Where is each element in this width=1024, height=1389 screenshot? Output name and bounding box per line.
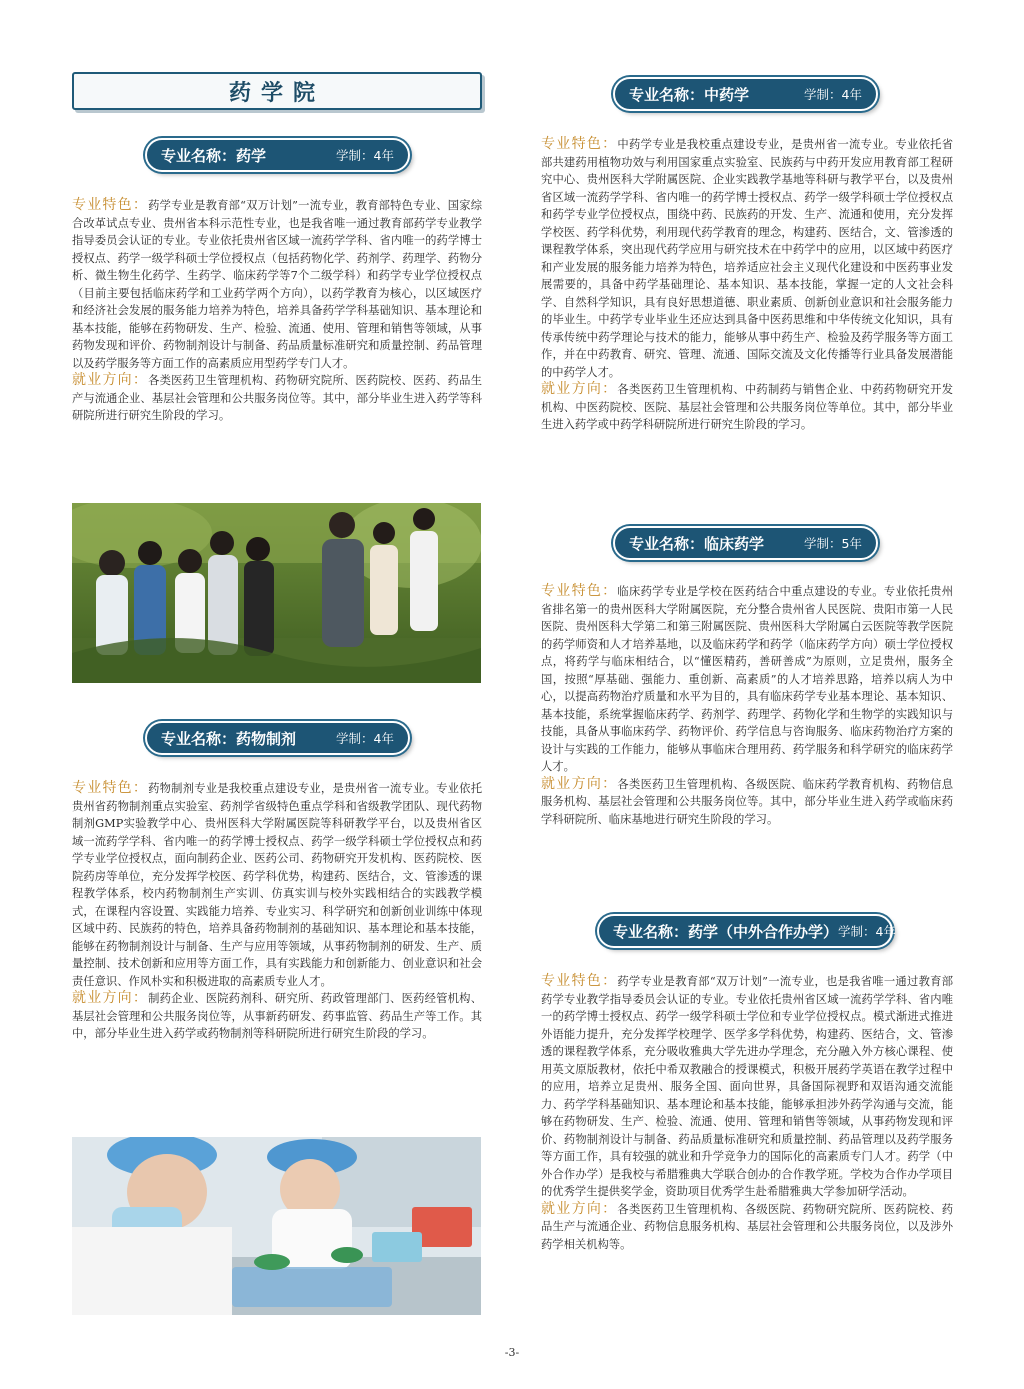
program-name: 专业名称：中药学	[629, 85, 750, 104]
career-label: 就业方向：	[541, 1200, 618, 1217]
feature-text: 中药学专业是我校重点建设专业，是贵州省一流专业。专业依托省部共建药用植物功效与利用国家重点实验室、民族药与中药开发应用教育部工程研究中心、贵州医科大学附属医院、企业实践教学基地等科研与教学平台，以及贵州省区域一流药学学科、省内唯一的药学博士授权点、药学一级学科硕士学位授权点和药学专业学位授权点，围绕中药、民族药的开发、生产、流通和使用，充分发挥学校医、药学科优势，利用现代药学教育的理念，构建药、医结合，文、管渗透的课程教学体系，突出现代药学应用与研究技术在中药学中的应用，以区域中药医疗和产业发展的服务能力培养为特色，培养适应社会主义现代化建设和中医药事业发展需要的，具备中药学基础理论、基本知识、基本技能，掌握一定的人文社会科学、自然科学知识，具有良好思想道德、职业素质、创新创业意识和社会服务能力的毕业生。中药学专业毕业生还应达到具备中医药思维和中华传统文化知识，具有传承传统中药学理论与技术的能力，能够从事中药生产、检验及药学服务等方面工作，并在中药教育、研究、管理、流通、国际交流及文化传播等行业具备发展潜能的中药学人才。	[541, 138, 953, 379]
feature-text: 药学专业是教育部“双万计划”一流专业，也是我省唯一通过教育部药学专业教学指导委员会认证的专业。专业依托贵州省区域一流药学学科、省内唯一的药学博士授权点、药学一级学科硕士学位和专业学位授权点。模式渐进式推进外语能力提升，充分发挥学校理学、医学多学科优势，构建药、医结合，文、管渗透的课程教学体系，充分吸收雅典大学先进办学理念，充分融入外方核心课程、使用英文原版教材，依托中希双教融合的授课模式，积极开展药学英语在教学过程中的应用，培养立足贵州、服务全国、面向世界，具备国际视野和双语沟通交流能力、药学学科基础知识、基本理论和基本技能，能够承担涉外药学沟通与交流，能够在药物研发、生产、检验、流通、使用、管理和销售等领域，从事药物发现和评价、药物制剂设计与制备、药品质量标准研究和质量控制、药品管理以及药学服务等方面工作，具有较强的就业和升学竞争力的国际化的高素质专门人才。药学（中外合作办学）是我校与希腊雅典大学联合创办的合作教学班。学校为合作办学项目的优秀学生提供奖学金，资助项目优秀学生赴希腊雅典大学参加研学活动。	[541, 975, 953, 1198]
program-badge-pharmacy	[145, 138, 410, 172]
program-name: 专业名称：临床药学	[629, 534, 765, 553]
feature-text: 药学专业是教育部“双万计划”一流专业，教育部特色专业、国家综合改革试点专业、贵州省本科示范性专业，也是我省唯一通过教育部药学专业教学指导委员会认证的专业。专业依托贵州省区域一流药学学科、省内唯一的药学博士授权点、药学一级学科硕士学位授权点（包括药物化学、药剂学、药理学、药物分析、微生物生化药学、生药学、临床药学等7个二级学科）和药学专业学位授权点（目前主要包括临床药学和工业药学两个方向），以药学教育为核心，以区域医疗和经济社会发展的服务能力培养为特色，培养具备药学学科基础知识、基本理论和基本技能，能够在药物研发、生产、检验、流通、使用、管理和销售等领域，从事药物发现和评价、药物制剂设计与制备、药品质量标准研究和质量控制、药品管理以及药学服务等方面工作的高素质应用型药学专门人才。	[72, 199, 483, 370]
career-text: 各类医药卫生管理机构、药物研究院所、医药院校、医药、药品生产与流通企业、基层社会管理和公共服务岗位等。其中，部分毕业生进入药学等科研院所进行研究生阶段的学习。	[72, 374, 482, 422]
career-label: 就业方向：	[72, 372, 149, 388]
program-feature-tcm-pharmacy	[541, 136, 953, 434]
program-badge-clinical-pharmacy	[613, 526, 878, 560]
program-badge-sino-foreign	[597, 914, 896, 948]
career-text: 各类医药卫生管理机构、各级医院、临床药学教育机构、药物信息服务机构、基层社会管理和公共服务岗位等。其中，部分毕业生进入药学或临床药学科研院所、临床基地进行研究生阶段的学习。	[541, 777, 953, 826]
program-feature-pharmaceutics	[72, 780, 482, 1043]
program-feature-sino-foreign	[541, 973, 953, 1253]
program-feature-pharmacy	[72, 197, 482, 425]
program-badge-pharmaceutics	[145, 721, 410, 755]
program-duration: 学制：5年	[804, 536, 862, 551]
career-text: 制药企业、医院药剂科、研究所、药政管理部门、医药经管机构、基层社会管理和公共服务岗位等，从事新药研发、药事监管、药品生产等工作。其中，部分毕业生进入药学或药物制剂等科研院所进行研究生阶段的学习。	[72, 992, 482, 1040]
feature-label: 专业特色：	[72, 780, 149, 796]
photo-field-trip	[72, 503, 481, 683]
page-header	[72, 72, 482, 110]
career-text: 各类医药卫生管理机构、中药制药与销售企业、中药药物研究开发机构、中医药院校、医院、基层社会管理和公共服务岗位等单位。其中，部分毕业生进入药学或中药学科研院所进行研究生阶段的学习。	[541, 383, 953, 431]
feature-text: 药物制剂专业是我校重点建设专业，是贵州省一流专业。专业依托贵州省药物制剂重点实验室、药剂学省级特色重点学科和省级教学团队、现代药物制剂GMP实验教学中心、贵州医科大学附属医院等科研教学平台，以及贵州省区域一流药学学科、省内唯一的药学博士授权点、药学一级学科硕士学位授权点和药学专业学位授权点，面向制药企业、医药公司、药物研究开发机构、医药院校、医院药房等单位，充分发挥学校医、药学科优势，构建药、医结合，文、管渗透的课程教学体系，校内药物制剂生产实训、仿真实训与校外实践相结合的实践教学模式，在课程内容设置、实践能力培养、专业实习、科学研究和创新创业训练中体现区域中药、民族药的特色，培养具备药物制剂的基础知识、基本理论和基本技能，能够在药物制剂设计与制备、生产与应用等领域，从事药物制剂的研发、生产、质量控制、技术创新和应用等方面工作，具有实践能力和创新能力、创业意识和社会责任意识、作风朴实和积极进取的高素质专业人才。	[72, 782, 482, 988]
career-text: 各类医药卫生管理机构、各级医院、药物研究院所、医药院校、药品生产与流通企业、药物信息服务机构、基层社会管理和公共服务岗位，以及涉外药学相关机构等。	[541, 1202, 953, 1251]
program-badge-tcm-pharmacy	[613, 77, 878, 111]
program-duration: 学制：4年	[804, 87, 862, 102]
photo-laboratory	[72, 1137, 481, 1315]
career-label: 就业方向：	[72, 990, 149, 1006]
feature-label: 专业特色：	[541, 583, 618, 599]
career-label: 就业方向：	[541, 775, 618, 792]
page-title: 药学院	[228, 80, 325, 106]
program-feature-clinical-pharmacy	[541, 583, 953, 828]
program-duration: 学制：4年	[838, 924, 896, 939]
feature-label: 专业特色：	[72, 197, 149, 213]
program-name: 专业名称：药学（中外合作办学）	[613, 922, 839, 941]
program-duration: 学制：4年	[336, 731, 394, 746]
page-number: -3-	[504, 1346, 520, 1359]
program-name: 专业名称：药物制剂	[161, 729, 297, 748]
feature-label: 专业特色：	[541, 136, 618, 152]
program-name: 专业名称：药学	[161, 146, 267, 165]
feature-label: 专业特色：	[541, 973, 618, 989]
program-duration: 学制：4年	[336, 148, 394, 163]
feature-text: 临床药学专业是学校在医药结合中重点建设的专业。专业依托贵州省排名第一的贵州医科大学附属医院，充分整合贵州省人民医院、贵阳市第一人民医院、贵州医科大学第二和第三附属医院、贵州医科大学附属白云医院等教学医院的药学师资和人才培养基地，以及临床药学和药学（临床药学方向）硕士学位授权点，将药学与临床相结合，以“懂医精药，善研善成”为原则，立足贵州，服务全国，按照“厚基础、强能力、重创新、高素质”的人才培养思路，培养以病人为中心，以提高药物治疗质量和水平为目的，具有临床药学专业基本理论、基本知识、基本技能，系统掌握临床药学、药剂学、药理学、药物化学和生物学的实践知识与技能，具备从事临床药学、药物评价、药学信息与咨询服务、临床药物治疗方案的设计与实践的工作能力，能够从事临床合理用药、药学服务和科学研究的临床药学人才。	[541, 585, 953, 773]
career-label: 就业方向：	[541, 381, 618, 397]
